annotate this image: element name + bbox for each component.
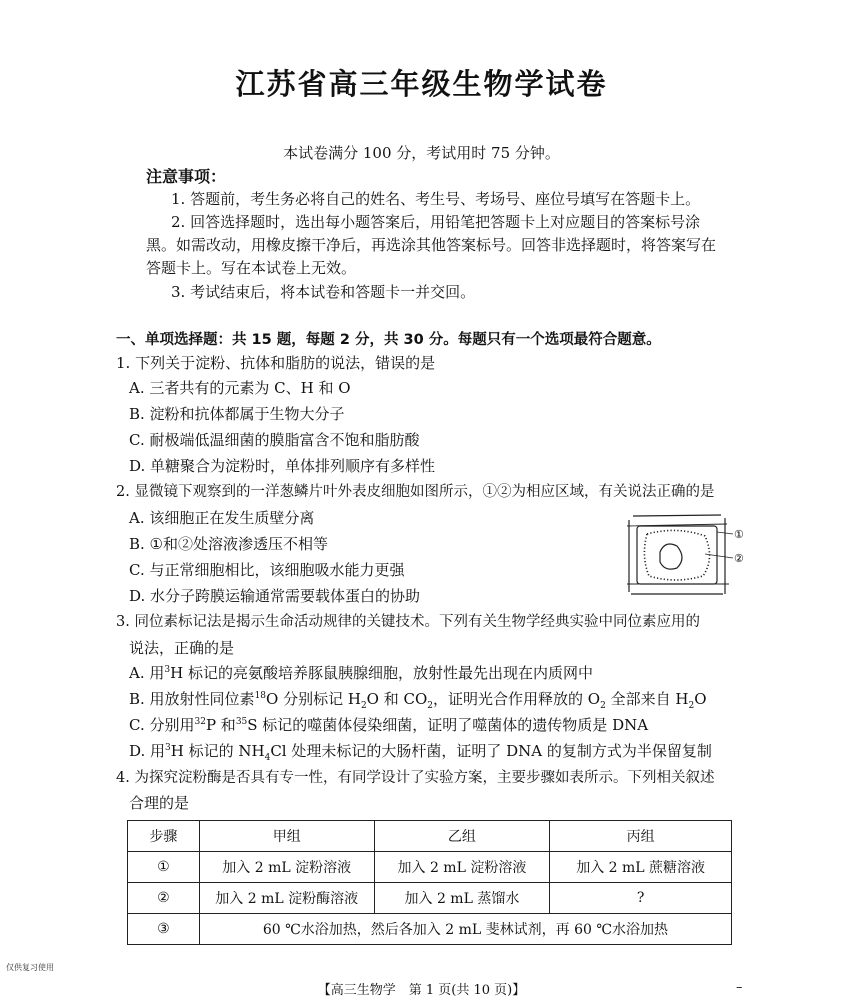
notice-item: 2. 回答选择题时，选出每小题答案后，用铅笔把答题卡上对应题目的答案标号涂 <box>171 213 701 231</box>
q3-option-c: C. 分别用$^{32}$P 和$^{35}$S 标记的噬菌体侵染细菌，证明了噬菌体的遗传物质是 DNA <box>129 716 649 734</box>
notice-heading: 注意事项： <box>146 167 227 186</box>
q1-option-d: D. 单糖聚合为淀粉时，单体排列顺序有多样性 <box>129 457 436 475</box>
q1-option-a: A. 三者共有的元素为 C、H 和 O <box>129 379 351 397</box>
exam-info: 本试卷满分 100 分，考试用时 75 分钟。 <box>283 144 560 162</box>
table-cell: ③ <box>128 914 200 945</box>
notice-item: 黑。如需改动，用橡皮擦干净后，再选涂其他答案标号。回答非选择题时，将答案写在 <box>146 236 717 254</box>
q4-steps-table <box>127 820 732 945</box>
fig-label-1: ① <box>734 528 744 541</box>
section-heading: 一、单项选择题：共 15 题，每题 2 分，共 30 分。每题只有一个选项最符合题意。 <box>116 332 661 348</box>
q1-stem: 1. 下列关于淀粉、抗体和脂肪的说法，错误的是 <box>116 354 436 372</box>
q2-stem: 2. 显微镜下观察到的一洋葱鳞片叶外表皮细胞如图所示，①②为相应区域，有关说法正确的是 <box>116 484 715 500</box>
q2-option-a: A. 该细胞正在发生质壁分离 <box>129 509 315 527</box>
q3-option-a: A. 用$^3$H 标记的亮氨酸培养豚鼠胰腺细胞，放射性最先出现在内质网中 <box>129 664 593 682</box>
table-header-cell: 丙组 <box>550 821 732 852</box>
table-row <box>128 852 732 883</box>
table-cell: 加入 2 mL 淀粉溶液 <box>374 852 550 883</box>
table-cell: 加入 2 mL 蔗糖溶液 <box>550 852 732 883</box>
table-header-cell: 甲组 <box>199 821 374 852</box>
q4-stem-cont: 合理的是 <box>129 794 190 812</box>
table-row <box>128 883 732 914</box>
notice-item: 1. 答题前，考生务必将自己的姓名、考生号、考场号、座位号填写在答题卡上。 <box>171 190 701 208</box>
table-cell-merged: 60 ℃水浴加热，然后各加入 2 mL 斐林试剂，再 60 ℃水浴加热 <box>199 914 731 945</box>
q2-option-c: C. 与正常细胞相比，该细胞吸水能力更强 <box>129 561 405 579</box>
q4-stem: 4. 为探究淀粉酶是否具有专一性，有同学设计了实验方案，主要步骤如表所示。下列相关叙述 <box>116 770 715 786</box>
q3-stem-cont: 说法，正确的是 <box>129 639 235 657</box>
q2-option-d: D. 水分子跨膜运输通常需要载体蛋白的协助 <box>129 587 421 605</box>
page-footer: 【高三生物学 第 1 页(共 10 页)】 <box>317 983 526 998</box>
table-cell: ① <box>128 852 200 883</box>
table-header-cell: 步骤 <box>128 821 200 852</box>
q1-option-b: B. 淀粉和抗体都属于生物大分子 <box>129 405 345 423</box>
table-cell: ② <box>128 883 200 914</box>
table-header-cell: 乙组 <box>374 821 550 852</box>
fig-label-2: ② <box>734 552 744 565</box>
exam-title: 江苏省高三年级生物学试卷 <box>235 67 608 101</box>
onion-cell-figure <box>625 512 745 597</box>
corner-note: 仅供复习使用 <box>6 963 54 972</box>
footer-dash: – <box>736 980 743 995</box>
q3-option-b: B. 用放射性同位素$^{18}$O 分别标记 $H_2O$ 和 $CO_2$，证明光合作用释放的 $O_2$ 全部来自 $H_2O$ <box>129 690 707 711</box>
table-cell: 加入 2 mL 淀粉酶溶液 <box>199 883 374 914</box>
q1-option-c: C. 耐极端低温细菌的膜脂富含不饱和脂肪酸 <box>129 431 420 449</box>
table-header-row <box>128 821 732 852</box>
table-cell: 加入 2 mL 淀粉溶液 <box>199 852 374 883</box>
q3-option-d: D. 用$^3$H 标记的 $NH_4Cl$ 处理未标记的大肠杆菌，证明了 DNA 的复制方式为半保留复制 <box>129 742 712 763</box>
q2-option-b: B. ①和②处溶液渗透压不相等 <box>129 535 329 553</box>
q3-stem: 3. 同位素标记法是揭示生命活动规律的关键技术。下列有关生物学经典实验中同位素应用的 <box>116 614 700 630</box>
table-row <box>128 914 732 945</box>
table-cell: ? <box>550 883 732 914</box>
notice-item: 答题卡上。写在本试卷上无效。 <box>146 259 357 277</box>
table-cell: 加入 2 mL 蒸馏水 <box>374 883 550 914</box>
notice-item: 3. 考试结束后，将本试卷和答题卡一并交回。 <box>171 283 476 301</box>
